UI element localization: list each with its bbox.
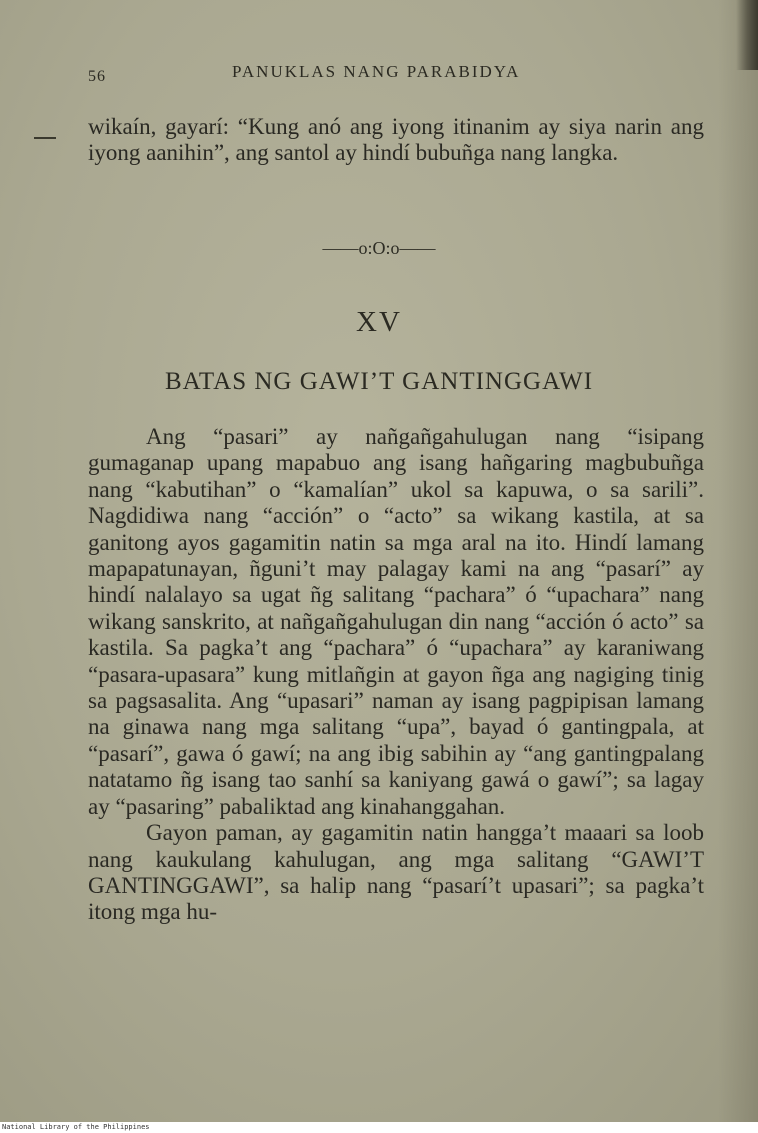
chapter-number: XV xyxy=(356,306,402,338)
chapter-body xyxy=(88,424,704,926)
body-paragraph: Gayon paman, ay gagamitin natin hangga’t maaari sa loob nang kaukulang kahulugan, ang mga salitang “GAWI’T GANTINGGAWI”, sa halip nang “pasarí’t upasari”; sa pagka’t itong mga hu- xyxy=(88,820,704,925)
page-number: 56 xyxy=(88,68,106,85)
margin-mark xyxy=(34,137,56,139)
library-credit: National Library of the Philippines xyxy=(2,1123,150,1131)
body-paragraph: Ang “pasari” ay nañgañgahulugan nang “isipang gumaganap upang mapabuo ang isang hañgaring magbubuñga nang “kabutihan” o “kamalían” ukol sa kapuwa, o sa sarili”. Nagdidiwa nang “acción” o “acto” sa wikang kastila, at sa ganitong ayos gagamitin natin sa mga aral na ito. Hindí lamang mapapatunayan, ñguni’t may palagay kami na ang “pasarí” ay hindí nalalayo sa ugat ñg salitang “pachara” ó “upachara” nang wikang sanskrito, at nañgañgahulugan din nang “acción ó acto” sa kastila. Sa pagka’t ang “pachara” ó “upachara” ay karaniwang “pasara-upasara” kung mitlañgin at gayon ñga ang nagiging tinig sa pagsasalita. Ang “upasari” naman ay isang pagpipisan lamang na ginawa nang mga salitang “upa”, bayad ó gantingpala, at “pasarí”, gawa ó gawí; na ang ibig sabihin ay “ang gantingpalang natatamo ñg isang tao sanhí sa kaniyang gawá o gawí”; sa lagay ay “pasaring” pabaliktad ang kinahanggahan. xyxy=(88,424,704,819)
chapter-title: BATAS NG GAWI’T GANTINGGAWI xyxy=(164,368,594,395)
page-header xyxy=(0,58,758,88)
section-ornament: ——o:O:o—— xyxy=(322,238,436,258)
running-head: PANUKLAS NANG PARABIDYA xyxy=(232,62,521,81)
footer-bar xyxy=(0,1122,758,1133)
top-text-block xyxy=(88,114,704,167)
page-shadow xyxy=(736,0,758,70)
continued-paragraph: wikaín, gayarí: “Kung anó ang iyong itinanim ay siya narin ang iyong aanihin”, ang santol ay hindí bubuñga nang langka. xyxy=(88,114,704,166)
